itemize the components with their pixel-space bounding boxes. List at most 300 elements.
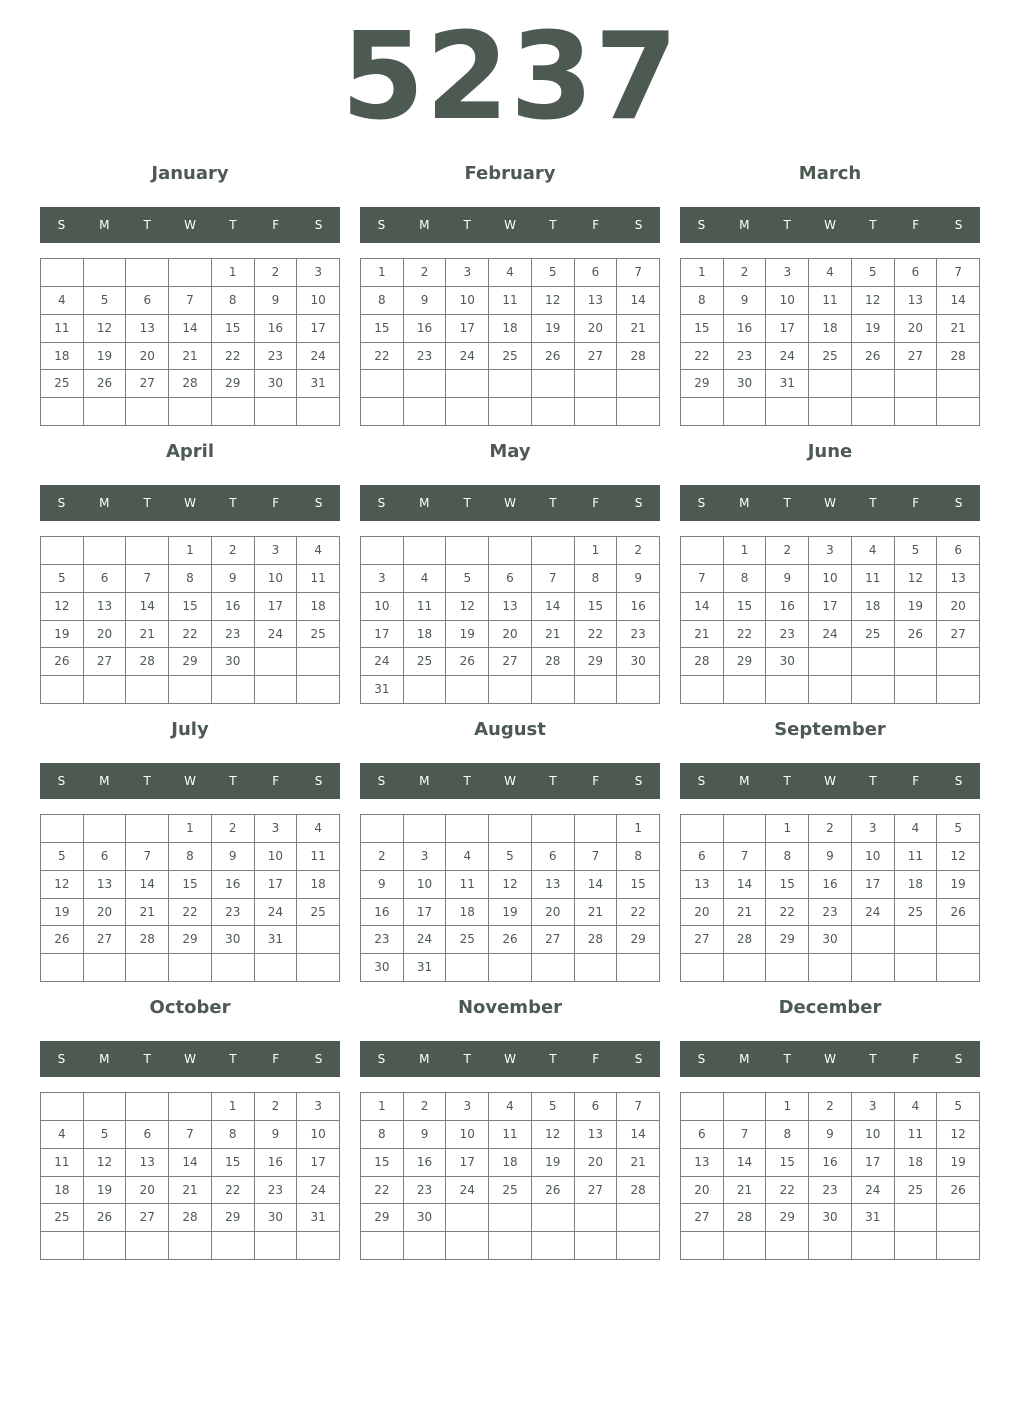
day-cell: 15 [212,1149,255,1177]
day-cell: 27 [532,926,575,954]
weekday-label: T [229,496,237,510]
weekday-label: T [783,1052,791,1066]
day-cell: 23 [212,899,255,927]
empty-cell [895,398,938,426]
day-cell: 26 [895,621,938,649]
weekday-label: M [419,496,430,510]
day-cell: 28 [575,926,618,954]
day-cell: 20 [575,315,618,343]
day-cell: 14 [681,593,724,621]
weekday-label: S [57,496,66,510]
weekday-label: T [143,496,151,510]
day-cell: 1 [617,815,660,843]
day-cell: 13 [575,287,618,315]
empty-cell [297,926,340,954]
weekday-label: S [697,774,706,788]
empty-cell [575,1232,618,1260]
weekday-label: T [869,496,877,510]
empty-cell [681,1093,724,1121]
day-cell: 12 [41,593,84,621]
empty-cell [895,370,938,398]
empty-cell [724,815,767,843]
day-cell: 23 [404,343,447,371]
empty-cell [809,954,852,982]
day-cell: 21 [126,899,169,927]
empty-cell [937,1232,980,1260]
weekday-label: T [549,218,557,232]
empty-cell [41,259,84,287]
day-cell: 17 [809,593,852,621]
weekday-label: S [634,218,643,232]
day-cell: 27 [681,926,724,954]
day-cell: 22 [617,899,660,927]
day-cell: 6 [84,565,127,593]
day-cell: 13 [126,1149,169,1177]
day-cell: 28 [681,648,724,676]
day-cell: 21 [575,899,618,927]
day-cell: 31 [404,954,447,982]
day-cell: 2 [361,843,404,871]
day-cell: 14 [937,287,980,315]
weekday-label: S [634,774,643,788]
day-cell: 6 [681,843,724,871]
day-cell: 28 [532,648,575,676]
day-cell: 21 [126,621,169,649]
weekday-label: W [504,496,516,510]
day-cell: 12 [84,1149,127,1177]
day-cell: 11 [852,565,895,593]
empty-cell [937,648,980,676]
day-cell: 10 [852,1121,895,1149]
day-cell: 13 [681,871,724,899]
day-cell: 3 [404,843,447,871]
day-cell: 9 [809,1121,852,1149]
weekday-label: F [912,218,920,232]
day-cell: 14 [126,871,169,899]
day-cell: 30 [404,1204,447,1232]
empty-cell [532,1204,575,1232]
day-cell: 27 [895,343,938,371]
day-cell: 23 [809,1177,852,1205]
day-cell: 4 [404,565,447,593]
day-cell: 16 [404,315,447,343]
day-cell: 27 [575,1177,618,1205]
empty-cell [84,815,127,843]
weekday-label: F [272,218,280,232]
weekday-label: S [314,774,323,788]
empty-cell [404,676,447,704]
weekday-label: S [954,496,963,510]
empty-cell [766,398,809,426]
day-grid [40,536,340,704]
day-cell: 30 [361,954,404,982]
day-cell: 18 [446,899,489,927]
day-cell: 4 [446,843,489,871]
empty-cell [937,926,980,954]
day-cell: 20 [575,1149,618,1177]
empty-cell [255,648,298,676]
weekday-label: T [869,218,877,232]
day-cell: 31 [255,926,298,954]
day-cell: 29 [617,926,660,954]
empty-cell [532,1232,575,1260]
day-cell: 17 [255,871,298,899]
weekday-label: T [783,774,791,788]
day-cell: 26 [84,1204,127,1232]
day-cell: 2 [255,1093,298,1121]
day-cell: 24 [852,899,895,927]
empty-cell [895,676,938,704]
day-cell: 20 [126,1177,169,1205]
empty-cell [937,398,980,426]
day-cell: 30 [617,648,660,676]
day-cell: 11 [41,1149,84,1177]
day-cell: 19 [852,315,895,343]
day-cell: 13 [84,871,127,899]
month-name: September [774,719,886,740]
day-cell: 13 [84,593,127,621]
day-cell: 21 [169,1177,212,1205]
day-cell: 10 [361,593,404,621]
day-cell: 25 [895,1177,938,1205]
day-grid [40,814,340,982]
day-cell: 21 [724,899,767,927]
weekday-label: S [377,774,386,788]
day-cell: 5 [41,565,84,593]
day-cell: 18 [489,1149,532,1177]
empty-cell [575,954,618,982]
day-cell: 17 [361,621,404,649]
day-cell: 10 [809,565,852,593]
day-cell: 9 [724,287,767,315]
empty-cell [809,370,852,398]
weekday-label: T [229,218,237,232]
empty-cell [766,954,809,982]
day-cell: 16 [724,315,767,343]
day-grid [680,258,980,426]
day-cell: 30 [255,1204,298,1232]
day-cell: 16 [255,1149,298,1177]
day-cell: 7 [724,843,767,871]
day-grid [40,1092,340,1260]
day-cell: 3 [852,1093,895,1121]
weekday-label: F [272,496,280,510]
day-grid [360,258,660,426]
day-cell: 3 [255,815,298,843]
day-cell: 27 [575,343,618,371]
empty-cell [126,954,169,982]
weekday-label: S [634,496,643,510]
day-cell: 8 [361,287,404,315]
weekday-label: W [824,496,836,510]
empty-cell [489,537,532,565]
day-cell: 15 [681,315,724,343]
empty-cell [681,537,724,565]
day-cell: 14 [532,593,575,621]
day-cell: 5 [852,259,895,287]
day-cell: 1 [212,259,255,287]
day-cell: 18 [852,593,895,621]
day-cell: 21 [532,621,575,649]
empty-cell [532,537,575,565]
day-cell: 18 [297,593,340,621]
day-cell: 29 [681,370,724,398]
empty-cell [532,398,575,426]
day-cell: 26 [532,343,575,371]
day-cell: 2 [724,259,767,287]
day-cell: 3 [361,565,404,593]
day-cell: 22 [169,899,212,927]
empty-cell [809,398,852,426]
empty-cell [126,398,169,426]
day-cell: 19 [937,871,980,899]
empty-cell [575,370,618,398]
year-title: 5237 [341,8,679,147]
day-cell: 1 [766,1093,809,1121]
day-cell: 30 [724,370,767,398]
empty-cell [489,370,532,398]
day-cell: 4 [297,815,340,843]
day-cell: 25 [489,1177,532,1205]
day-cell: 15 [724,593,767,621]
day-cell: 5 [84,1121,127,1149]
empty-cell [41,1093,84,1121]
day-cell: 31 [766,370,809,398]
day-cell: 6 [126,287,169,315]
weekday-label: F [272,1052,280,1066]
empty-cell [895,926,938,954]
day-cell: 22 [575,621,618,649]
day-cell: 9 [255,287,298,315]
weekday-label: T [229,1052,237,1066]
day-cell: 30 [212,926,255,954]
day-cell: 19 [895,593,938,621]
day-cell: 24 [766,343,809,371]
day-cell: 25 [895,899,938,927]
day-cell: 12 [41,871,84,899]
day-cell: 6 [575,1093,618,1121]
day-cell: 23 [404,1177,447,1205]
empty-cell [361,1232,404,1260]
day-cell: 28 [617,1177,660,1205]
weekday-label: S [954,774,963,788]
day-cell: 22 [724,621,767,649]
day-cell: 11 [895,1121,938,1149]
day-cell: 10 [446,1121,489,1149]
day-cell: 15 [617,871,660,899]
day-cell: 29 [575,648,618,676]
day-cell: 12 [852,287,895,315]
weekday-label: T [463,1052,471,1066]
empty-cell [446,676,489,704]
weekday-header [40,207,340,243]
empty-cell [532,815,575,843]
day-cell: 7 [169,1121,212,1149]
day-cell: 8 [617,843,660,871]
day-cell: 7 [169,287,212,315]
day-cell: 10 [852,843,895,871]
day-cell: 23 [766,621,809,649]
day-cell: 24 [255,899,298,927]
day-cell: 9 [212,565,255,593]
day-cell: 3 [852,815,895,843]
day-cell: 29 [724,648,767,676]
weekday-label: F [592,496,600,510]
weekday-label: M [419,774,430,788]
day-cell: 7 [126,843,169,871]
empty-cell [575,398,618,426]
day-cell: 10 [766,287,809,315]
day-cell: 17 [297,1149,340,1177]
day-cell: 28 [617,343,660,371]
weekday-header [680,763,980,799]
weekday-label: S [314,218,323,232]
day-cell: 1 [724,537,767,565]
day-cell: 12 [532,287,575,315]
empty-cell [297,1232,340,1260]
empty-cell [126,676,169,704]
weekday-label: F [912,774,920,788]
day-cell: 28 [169,1204,212,1232]
day-cell: 5 [937,815,980,843]
day-cell: 25 [297,621,340,649]
day-cell: 15 [169,593,212,621]
day-cell: 4 [489,259,532,287]
weekday-label: T [143,218,151,232]
month-name: January [151,163,229,184]
empty-cell [212,954,255,982]
empty-cell [84,259,127,287]
day-cell: 24 [404,926,447,954]
day-cell: 4 [41,1121,84,1149]
empty-cell [489,815,532,843]
empty-cell [852,648,895,676]
empty-cell [489,954,532,982]
empty-cell [489,1204,532,1232]
weekday-label: M [419,218,430,232]
weekday-label: S [57,774,66,788]
empty-cell [937,1204,980,1232]
day-cell: 20 [84,621,127,649]
day-cell: 22 [361,343,404,371]
day-cell: 3 [297,259,340,287]
day-cell: 9 [404,287,447,315]
empty-cell [169,398,212,426]
weekday-label: W [824,1052,836,1066]
day-cell: 20 [532,899,575,927]
day-cell: 9 [617,565,660,593]
weekday-label: T [783,218,791,232]
day-cell: 11 [446,871,489,899]
day-cell: 16 [361,899,404,927]
day-cell: 6 [532,843,575,871]
weekday-header [680,485,980,521]
day-cell: 4 [895,1093,938,1121]
empty-cell [41,537,84,565]
day-cell: 20 [489,621,532,649]
empty-cell [852,398,895,426]
empty-cell [84,676,127,704]
day-cell: 3 [809,537,852,565]
day-cell: 6 [681,1121,724,1149]
day-cell: 19 [41,621,84,649]
day-cell: 3 [446,259,489,287]
weekday-label: T [869,1052,877,1066]
month-name: June [807,441,853,462]
empty-cell [937,370,980,398]
day-cell: 11 [297,565,340,593]
weekday-label: S [697,218,706,232]
weekday-label: T [143,774,151,788]
day-cell: 26 [852,343,895,371]
day-cell: 25 [41,1204,84,1232]
day-cell: 24 [297,343,340,371]
day-cell: 8 [361,1121,404,1149]
day-cell: 21 [724,1177,767,1205]
weekday-label: M [739,1052,750,1066]
empty-cell [446,398,489,426]
weekday-label: F [912,1052,920,1066]
day-cell: 9 [809,843,852,871]
day-cell: 5 [937,1093,980,1121]
empty-cell [895,648,938,676]
empty-cell [404,537,447,565]
empty-cell [852,926,895,954]
month-name: November [457,997,563,1018]
day-cell: 8 [766,1121,809,1149]
day-cell: 9 [404,1121,447,1149]
empty-cell [617,954,660,982]
day-cell: 5 [532,1093,575,1121]
weekday-label: M [739,774,750,788]
month-name: July [171,719,209,740]
day-cell: 27 [489,648,532,676]
weekday-label: T [549,1052,557,1066]
day-cell: 20 [937,593,980,621]
day-cell: 17 [297,315,340,343]
day-cell: 7 [681,565,724,593]
day-cell: 2 [404,259,447,287]
day-cell: 16 [766,593,809,621]
empty-cell [532,954,575,982]
day-cell: 3 [255,537,298,565]
day-cell: 7 [937,259,980,287]
day-cell: 5 [895,537,938,565]
empty-cell [297,954,340,982]
day-cell: 12 [937,843,980,871]
day-cell: 13 [937,565,980,593]
day-cell: 6 [937,537,980,565]
day-cell: 16 [212,593,255,621]
day-cell: 29 [169,648,212,676]
empty-cell [446,815,489,843]
day-cell: 27 [84,648,127,676]
day-cell: 24 [361,648,404,676]
day-cell: 7 [617,1093,660,1121]
empty-cell [126,1093,169,1121]
day-cell: 7 [724,1121,767,1149]
weekday-label: S [314,496,323,510]
day-cell: 14 [724,871,767,899]
day-cell: 14 [575,871,618,899]
weekday-label: M [99,218,110,232]
day-cell: 21 [169,343,212,371]
day-cell: 17 [446,1149,489,1177]
empty-cell [489,676,532,704]
empty-cell [681,398,724,426]
day-cell: 17 [255,593,298,621]
day-cell: 11 [41,315,84,343]
